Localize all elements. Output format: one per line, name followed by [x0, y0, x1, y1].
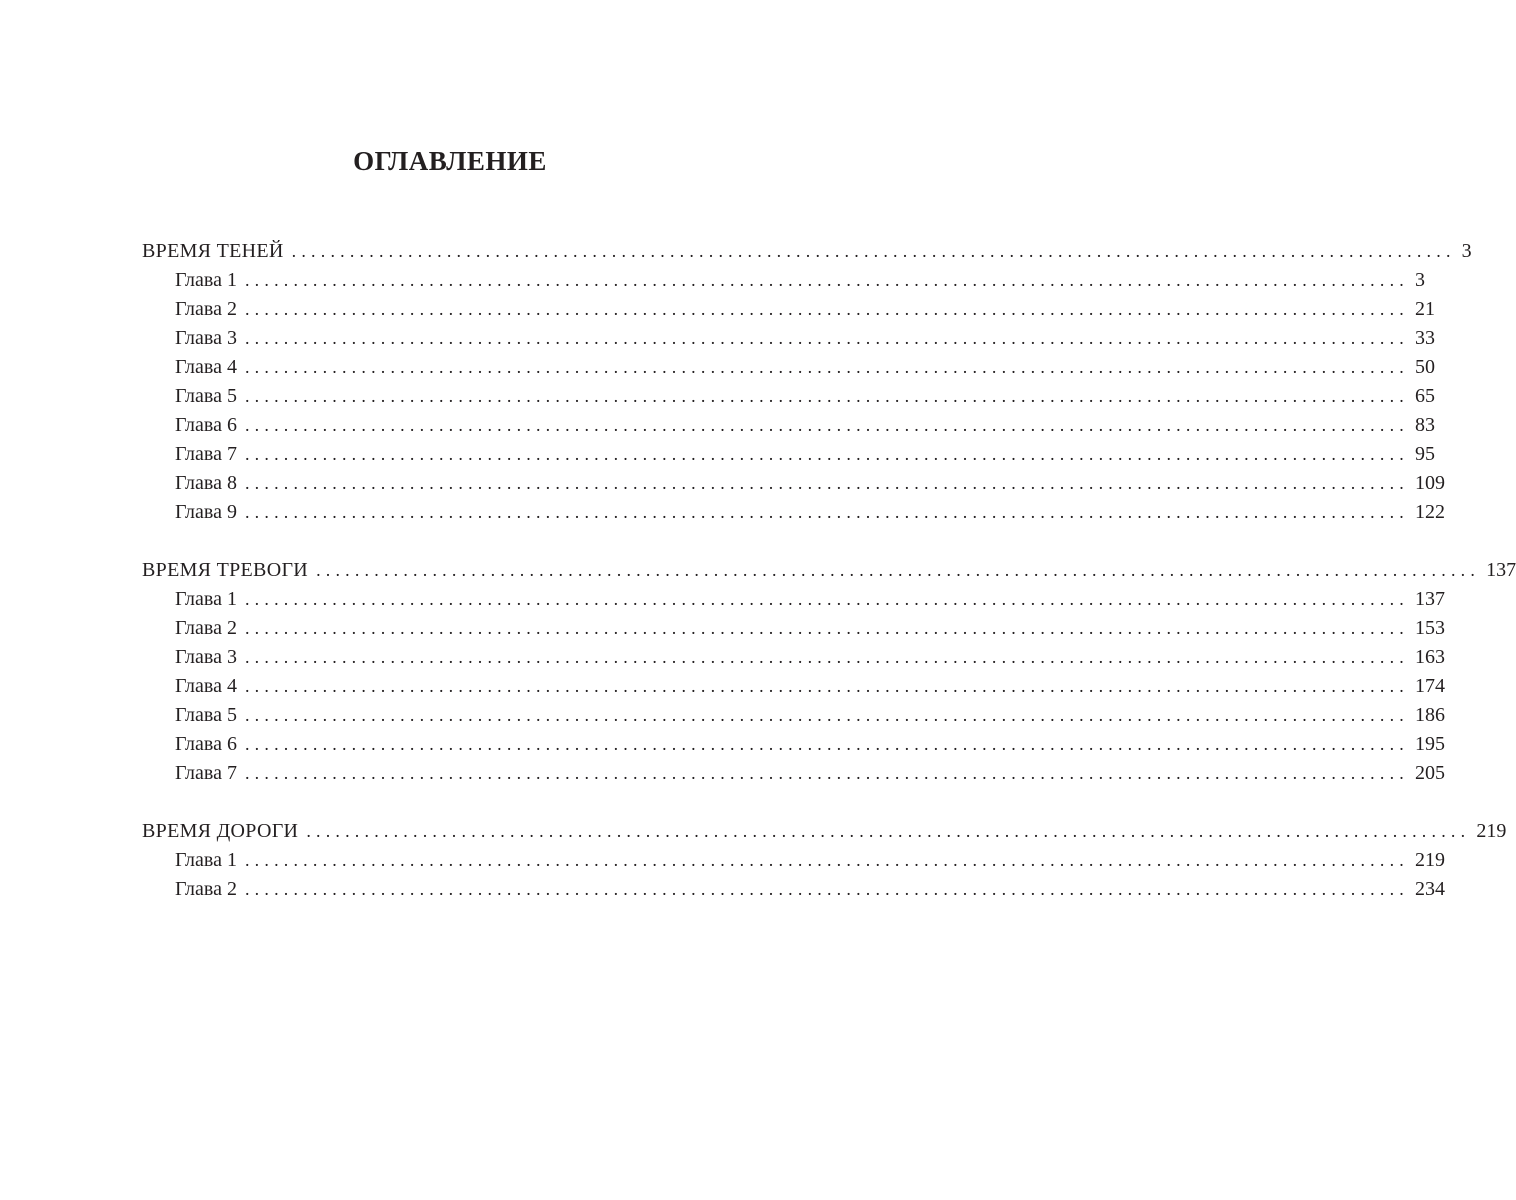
chapter-title: Глава 2 — [175, 878, 237, 900]
toc-section — [142, 237, 1472, 527]
page-number: 195 — [1414, 733, 1445, 755]
toc-chapter-entry — [142, 498, 1445, 527]
dot-leader: ........................................................................................................................ — [244, 473, 1409, 493]
chapter-title: Глава 4 — [175, 675, 237, 697]
dot-leader: ........................................................................................................................ — [244, 589, 1409, 609]
table-of-contents — [142, 237, 1516, 933]
page-number: 83 — [1414, 414, 1435, 436]
dot-leader: ........................................................................................................................ — [244, 328, 1409, 348]
page-number: 153 — [1414, 617, 1445, 639]
dot-leader: ........................................................................................................................ — [244, 676, 1409, 696]
page-number: 3 — [1414, 269, 1425, 291]
chapter-title: Глава 5 — [175, 704, 237, 726]
dot-leader: ........................................................................................................................ — [244, 763, 1409, 783]
page-number: 21 — [1414, 298, 1435, 320]
toc-chapter-entry — [142, 875, 1445, 904]
toc-chapter-entry — [142, 469, 1445, 498]
chapter-title: Глава 7 — [175, 443, 237, 465]
page-number: 174 — [1414, 675, 1445, 697]
dot-leader: ........................................................................................................................ — [244, 444, 1409, 464]
toc-chapter-entry — [142, 324, 1435, 353]
dot-leader: ........................................................................................................................ — [244, 415, 1409, 435]
page-number: 50 — [1414, 356, 1435, 378]
dot-leader: ........................................................................................................................ — [244, 879, 1409, 899]
toc-chapter-entry — [142, 353, 1435, 382]
dot-leader: ........................................................................................................................ — [316, 560, 1481, 580]
dot-leader: ........................................................................................................................ — [244, 502, 1409, 522]
toc-chapter-entry — [142, 672, 1445, 701]
chapter-title: Глава 2 — [175, 298, 237, 320]
toc-chapter-entry — [142, 585, 1445, 614]
chapter-title: Глава 2 — [175, 617, 237, 639]
toc-part-entry — [142, 237, 1472, 266]
page-number: 65 — [1414, 385, 1435, 407]
toc-chapter-entry — [142, 440, 1435, 469]
chapter-title: Глава 4 — [175, 356, 237, 378]
page-number: 3 — [1461, 240, 1472, 262]
page-number: 219 — [1414, 849, 1445, 871]
toc-chapter-entry — [142, 846, 1445, 875]
dot-leader: ........................................................................................................................ — [244, 270, 1409, 290]
page-number: 234 — [1414, 878, 1445, 900]
chapter-title: Глава 6 — [175, 733, 237, 755]
dot-leader: ........................................................................................................................ — [244, 850, 1409, 870]
toc-chapter-entry — [142, 295, 1435, 324]
page-number: 122 — [1414, 501, 1445, 523]
dot-leader: ........................................................................................................................ — [244, 647, 1409, 667]
part-title: ВРЕМЯ ТЕНЕЙ — [142, 240, 284, 262]
dot-leader: ........................................................................................................................ — [244, 386, 1409, 406]
page-number: 137 — [1414, 588, 1445, 610]
page-number: 219 — [1476, 820, 1507, 842]
toc-section — [142, 817, 1507, 904]
page-title: ОГЛАВЛЕНИЕ — [353, 146, 547, 176]
chapter-title: Глава 6 — [175, 414, 237, 436]
chapter-title: Глава 8 — [175, 472, 237, 494]
toc-part-entry — [142, 817, 1507, 846]
dot-leader: ........................................................................................................................ — [244, 705, 1409, 725]
chapter-title: Глава 1 — [175, 269, 237, 291]
part-title: ВРЕМЯ ДОРОГИ — [142, 820, 299, 842]
toc-chapter-entry — [142, 759, 1445, 788]
toc-chapter-entry — [142, 730, 1445, 759]
toc-part-entry — [142, 556, 1516, 585]
chapter-title: Глава 3 — [175, 646, 237, 668]
part-title: ВРЕМЯ ТРЕВОГИ — [142, 559, 309, 581]
toc-chapter-entry — [142, 701, 1445, 730]
page-number: 137 — [1486, 559, 1516, 581]
dot-leader: ........................................................................................................................ — [244, 299, 1409, 319]
dot-leader: ........................................................................................................................ — [244, 734, 1409, 754]
dot-leader: ........................................................................................................................ — [244, 618, 1409, 638]
dot-leader: ........................................................................................................................ — [244, 357, 1409, 377]
chapter-title: Глава 1 — [175, 588, 237, 610]
chapter-title: Глава 3 — [175, 327, 237, 349]
toc-chapter-entry — [142, 643, 1445, 672]
dot-leader: ........................................................................................................................ — [291, 241, 1456, 261]
page-number: 163 — [1414, 646, 1445, 668]
toc-chapter-entry — [142, 614, 1445, 643]
chapter-title: Глава 1 — [175, 849, 237, 871]
toc-section — [142, 556, 1516, 788]
toc-chapter-entry — [142, 411, 1435, 440]
page-number: 186 — [1414, 704, 1445, 726]
chapter-title: Глава 5 — [175, 385, 237, 407]
page-number: 95 — [1414, 443, 1435, 465]
toc-chapter-entry — [142, 266, 1425, 295]
page-number: 205 — [1414, 762, 1445, 784]
page-number: 109 — [1414, 472, 1445, 494]
chapter-title: Глава 7 — [175, 762, 237, 784]
dot-leader: ........................................................................................................................ — [306, 821, 1471, 841]
chapter-title: Глава 9 — [175, 501, 237, 523]
toc-chapter-entry — [142, 382, 1435, 411]
page-number: 33 — [1414, 327, 1435, 349]
